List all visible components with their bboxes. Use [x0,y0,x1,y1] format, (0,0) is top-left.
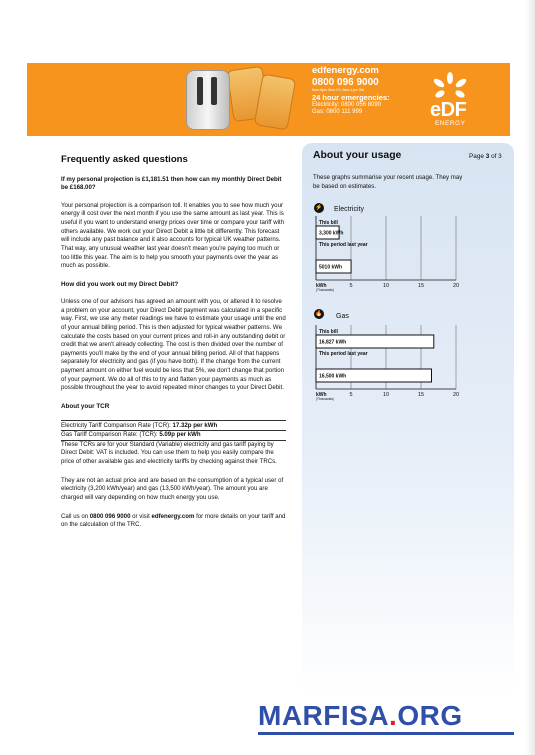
x-axis-label: kWh [316,392,327,398]
header-hours: 8am-8pm Mon-Fri, 8am-1pm Sat [312,88,365,93]
faq-answer-1: Your personal projection is a comparison toll. It enables you to see how much your energy ill cost over the next month if you use the same amount as last year. This is useful if you want to understand energy prices over time or compare your tariff with others available. We work out your Direct Debit a little bit differently. This forecast will include any past balance and it also accounts for typical UK weather patterns. That way, any unusual weather last year doesn't mean you're paying too much or too little this year. The aim is to help you smooth your payments over the year as much as possible. [61,201,285,270]
bar-category-label: This period last year [319,242,368,248]
edf-sun-icon [430,72,470,102]
electricity-label: Electricity [334,206,364,213]
bar-value-label: 16,827 kWh [319,339,347,346]
page-word: Page [469,153,484,160]
faq-column [61,154,286,540]
emergency-gas: Gas: 0800 111 999 [312,109,363,116]
faq-question-2: How did you work out my Direct Debit? [61,280,179,288]
call-website[interactable]: edfenergy.com [151,512,195,520]
usage-intro: These graphs summarise your recent usage. They may be based on estimates. [313,174,463,190]
x-axis-sublabel: (Thousands) [316,288,334,292]
tick-label: 15 [417,392,425,398]
call-phone[interactable]: 0800 096 9000 [89,512,131,520]
tick-label: 5 [349,283,353,289]
x-axis-label: kWh [316,283,327,289]
logo-text: eDF [430,99,467,121]
tick-label: 10 [382,392,390,398]
bar-value-label: 3,300 kWh [319,230,344,237]
tcr-paragraph-2: They are not an actual price and are based on the consumption of a typical user of electricity (3,200 kWh/year) and gas (13,500 kWh/year). The amount you are charged will vary depending on how much energy you use. [61,476,284,502]
header-website[interactable]: edfenergy.com [312,65,379,76]
bar-category-label: This bill [319,220,338,226]
watermark-underline [258,732,514,735]
tick-label: 20 [452,283,460,289]
faq-answer-2: Unless one of our advisors has agreed an amount with you, or altered it to resolve a problem on your account, your Direct Debit payment was calculated in a specific way. First, we use any meter readings we have to estimate your usage until the end of your annual billing period. This is then adjusted for typical weather patterns. We calculate the costs based on your current prices and roll-in any outstanding debit or credit that we aren't already collecting. The cost is then divided over the number of payments you'll make by the end of your annual billing period. All of that happens separately for electricity and gas (if you have both). If the change from the current payment amount on either fuel would be less that 5%, we don't change that portion of your payment. We do all of this to try and flatten your payments as much as possible throughout the year to avoid repeated minor changes to your Direct Debit. [61,297,286,392]
header-phone[interactable]: 0800 096 9000 [312,76,379,88]
watermark: MARFISA.ORG [258,700,463,731]
tick-label: 5 [349,392,353,398]
bar-value-label: 16,500 kWh [319,373,347,380]
call-post: for more details on your tariff and on the calculation of the TRC. [61,512,286,529]
tcr-table [61,420,286,441]
tcr-paragraph-1: These TCRs are for your Standard (Variable) electricity and gas tariff paying by Direct Debit: VAT is included. You can use them to help you easily compare the price of other available gas and electricity tariffs by checking against their TRCs. [61,440,277,466]
page-current: 3 [485,153,490,160]
gas-chart [312,325,472,407]
tcr-electricity-label: Electricity Tariff Comparison Rate (TCR): [61,421,171,429]
bar-category-label: This bill [319,329,338,335]
tcr-gas-row [61,430,286,439]
tcr-title: About your TCR [61,402,110,410]
emergency-electricity: Electricity: 0800 056 8090 [312,102,382,109]
faq-question-1: If my personal projection is £1,181.51 then how can my monthly Direct Debit be £168.00? [61,176,282,192]
call-pre: Call us on [61,512,90,520]
bar-value-label: 5010 kWh [319,264,343,271]
tick-label: 10 [382,283,390,289]
flame-icon: 🔥 [315,311,323,317]
emergency-title: 24 hour emergencies: [312,92,390,102]
tcr-electricity-value: 17.32p per kWh [172,421,218,429]
edf-logo [424,72,474,132]
tcr-gas-value: 5.09p per kWh [159,430,201,438]
call-us-paragraph [61,513,286,530]
page-edge-shadow [525,0,535,755]
logo-subtext: ENERGY [435,120,466,127]
tcr-gas-label: Gas Tariff Comparison Rate: (TCR): [61,430,158,438]
tick-label: 15 [417,283,425,289]
call-mid: or visit [130,512,152,520]
toaster-icon [186,70,230,130]
usage-title: About your usage [313,150,402,161]
lightning-bolt-icon: ⚡ [315,205,323,211]
page-number [469,153,502,160]
x-axis-sublabel: (Thousands) [316,397,334,401]
gas-label: Gas [336,313,349,320]
tcr-electricity-row [61,422,286,430]
tick-label: 20 [452,392,460,398]
faq-title: Frequently asked questions [61,154,188,165]
page-of: of 3 [491,153,502,160]
bar-category-label: This period last year [319,351,368,357]
electricity-chart [312,216,472,298]
contact-block [312,66,390,116]
